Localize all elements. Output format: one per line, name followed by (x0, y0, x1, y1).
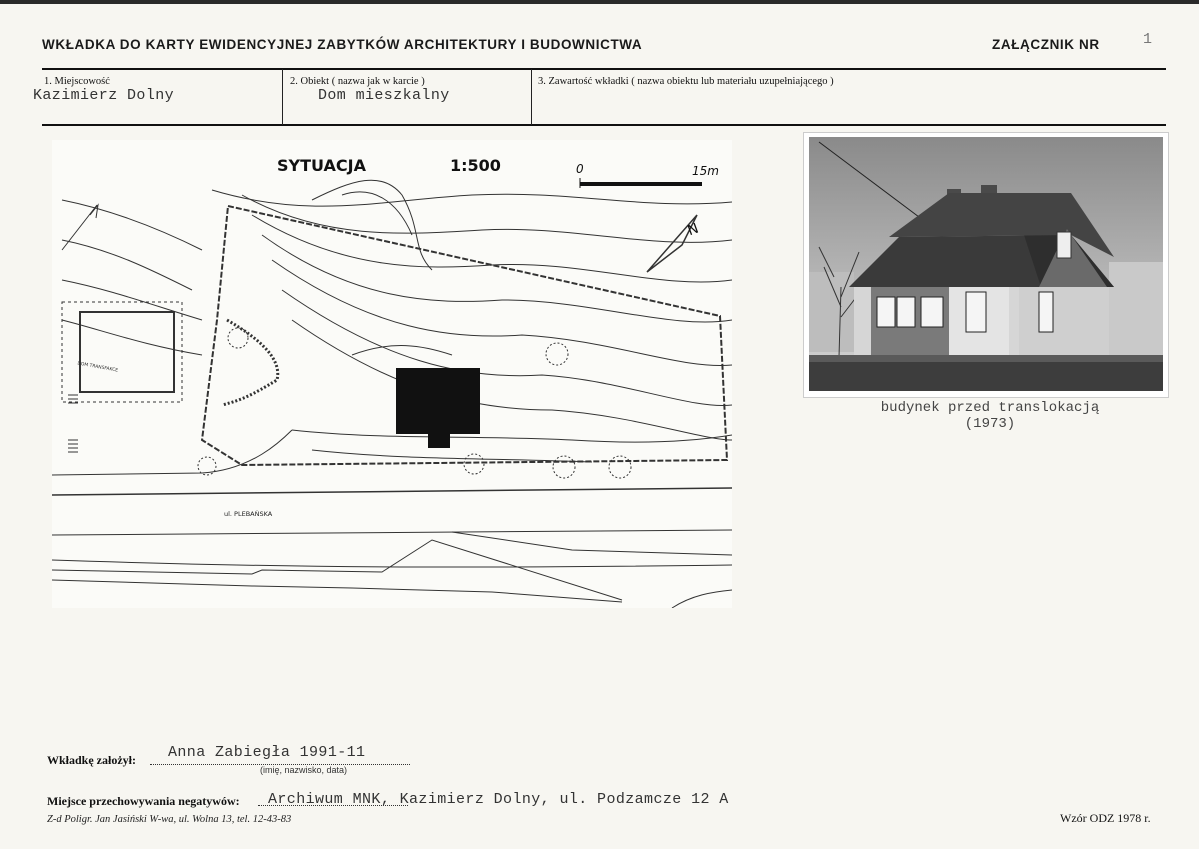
north-label: N (685, 220, 701, 240)
house-footprint (396, 368, 480, 434)
printer-imprint: Z-d Poligr. Jan Jasiński W-wa, ul. Wolna 13, tel. 12-43-83 (47, 814, 292, 825)
founder-value: Anna Zabiegła 1991-11 (168, 744, 366, 761)
map-title: SYTUACJA (277, 156, 366, 175)
street-label: ul. PLEBAŃSKA (224, 510, 273, 518)
annex-label: ZAŁĄCZNIK NR (992, 37, 1100, 52)
field-1-value: Kazimierz Dolny (33, 87, 175, 104)
site-plan (52, 140, 732, 608)
field-2-label: 2. Obiekt ( nazwa jak w karcie ) (290, 76, 425, 87)
header-rule-top (42, 68, 1166, 70)
photo-caption-line1: budynek przed translokacją (880, 400, 1100, 416)
site-plan-drawing (52, 140, 732, 608)
scale-end-label: 15m (692, 164, 719, 178)
form-title: WKŁADKA DO KARTY EWIDENCYJNEJ ZABYTKÓW ARCHITEKTURY I BUDOWNICTWA (42, 37, 643, 52)
founder-hint: (imię, nazwisko, data) (260, 765, 348, 775)
negatives-value: Archiwum MNK, Kazimierz Dolny, ul. Podzamcze 12 A (268, 791, 729, 808)
neighbour-label: DOM TRANSFAKCE (76, 361, 119, 374)
field-divider-1 (282, 69, 283, 125)
field-3-label: 3. Zawartość wkładki ( nazwa obiektu lub materiału uzupełniającego ) (538, 76, 834, 87)
form-model: Wzór ODZ 1978 r. (1060, 811, 1151, 825)
building-photo (803, 132, 1169, 398)
negatives-label: Miejsce przechowywania negatywów: (47, 794, 240, 808)
photo-caption-line2: (1973) (964, 416, 1016, 432)
field-1-label: 1. Miejscowość (44, 76, 110, 87)
building-photo-image (809, 137, 1163, 391)
map-scale: 1:500 (450, 156, 501, 175)
header-rule-bottom (42, 124, 1166, 126)
field-2-value: Dom mieszkalny (318, 87, 450, 104)
record-sheet (0, 4, 1199, 849)
field-divider-2 (531, 69, 532, 125)
annex-number: 1 (1143, 31, 1153, 48)
scale-start-label: 0 (576, 162, 584, 176)
founder-label: Wkładkę założył: (47, 753, 136, 767)
